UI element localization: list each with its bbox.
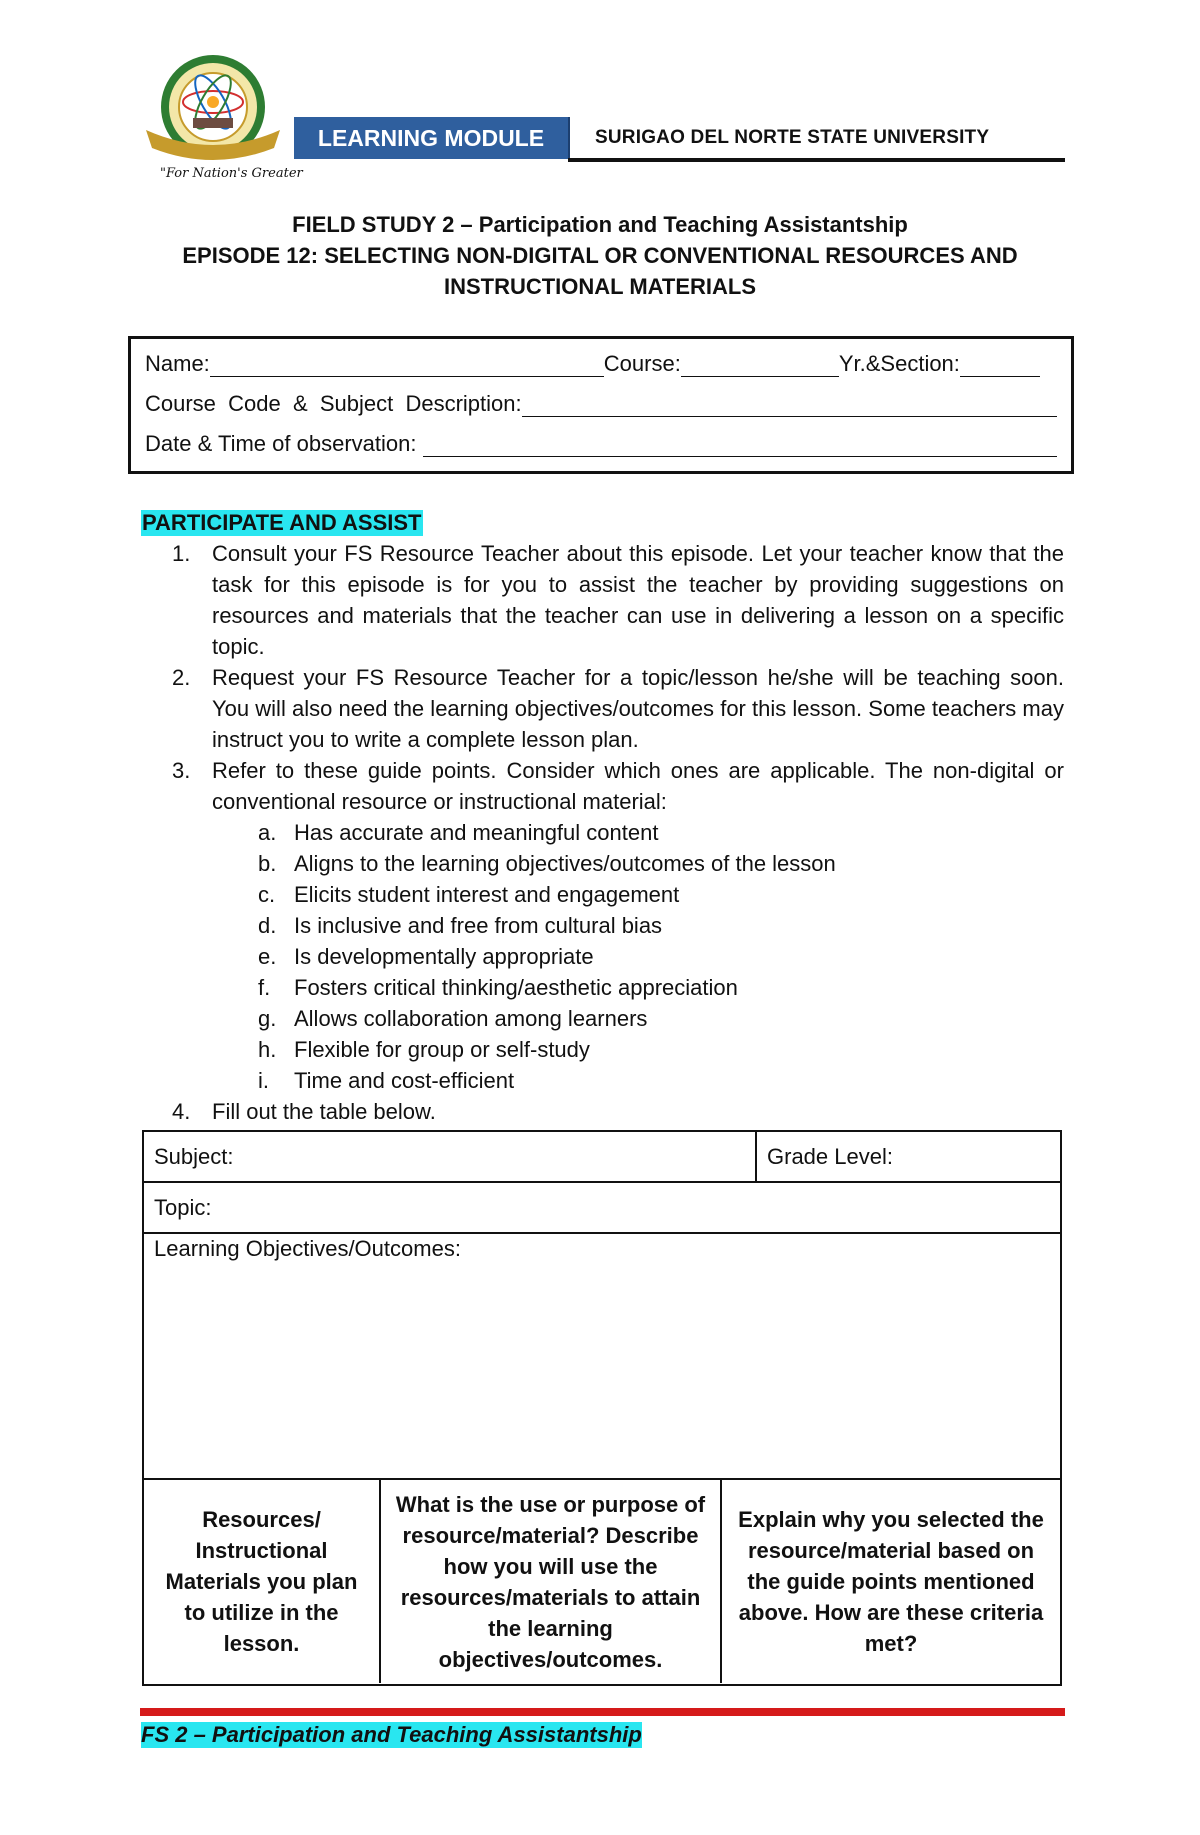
guide-point	[258, 941, 594, 972]
item-number: 4.	[172, 1099, 191, 1124]
course-code-field[interactable]	[522, 394, 1057, 417]
guide-point	[258, 910, 662, 941]
guide-letter: b.	[258, 851, 277, 876]
header-rule	[568, 158, 1065, 162]
learning-module-badge: LEARNING MODULE	[294, 117, 570, 159]
university-name: SURIGAO DEL NORTE STATE UNIVERSITY	[595, 127, 990, 148]
guide-point	[258, 848, 836, 879]
section-label: Yr.&Section:	[838, 351, 960, 376]
objectives-cell[interactable]	[144, 1234, 1060, 1478]
guide-letter: f.	[258, 975, 271, 1000]
course-code-label: Course Code & Subject Description:	[145, 391, 522, 416]
rationale-column-text: Explain why you selected the resource/material based on the guide points mentioned above. How are these criteria met?	[738, 1507, 1044, 1656]
list-item	[172, 538, 1064, 662]
guide-text: Has accurate and meaningful content	[294, 820, 659, 845]
guide-point	[258, 1034, 590, 1065]
resources-column-header	[144, 1480, 379, 1683]
episode-title-line-2: INSTRUCTIONAL MATERIALS	[443, 274, 757, 299]
date-time-field[interactable]	[423, 434, 1057, 457]
grade-level-cell[interactable]	[757, 1132, 1060, 1181]
name-label: Name:	[145, 351, 210, 376]
student-info-box	[128, 336, 1074, 474]
guide-point	[258, 972, 738, 1003]
guide-letter: e.	[258, 944, 277, 969]
topic-cell[interactable]	[144, 1183, 1060, 1232]
guide-point	[258, 879, 679, 910]
guide-letter: i.	[258, 1068, 269, 1093]
rationale-column-header	[722, 1480, 1060, 1683]
guide-text: Time and cost-efficient	[294, 1068, 515, 1093]
guide-point	[258, 817, 658, 848]
item-number: 3.	[172, 758, 191, 783]
list-item	[172, 662, 1064, 755]
topic-label: Topic:	[154, 1195, 212, 1220]
purpose-column-header	[381, 1480, 720, 1683]
guide-text: Fosters critical thinking/aesthetic appreciation	[294, 975, 738, 1000]
date-time-row	[145, 431, 1057, 457]
guide-text: Elicits student interest and engagement	[294, 882, 680, 907]
guide-letter: c.	[258, 882, 276, 907]
list-item	[172, 1096, 1064, 1127]
purpose-column-text: What is the use or purpose of resource/material? Describe how you will use the resources/materials to attain the learning objectives/outcomes.	[395, 1491, 706, 1672]
guide-letter: a.	[258, 820, 277, 845]
resources-column-text: Resources/ Instructional Materials you plan to utilize in the lesson.	[165, 1507, 358, 1656]
name-field[interactable]	[210, 354, 604, 377]
guide-text: Aligns to the learning objectives/outcomes of the lesson	[294, 851, 836, 876]
guide-letter: h.	[258, 1037, 277, 1062]
university-seal-logo	[138, 52, 288, 172]
list-item	[172, 755, 1064, 817]
university-tagline: "For Nation's Greater	[160, 166, 303, 181]
guide-point	[258, 1003, 647, 1034]
grade-level-label: Grade Level:	[767, 1144, 893, 1169]
episode-title-line-1: EPISODE 12: SELECTING NON-DIGITAL OR CONVENTIONAL RESOURCES AND	[182, 243, 1018, 268]
item-number: 2.	[172, 665, 191, 690]
guide-text: Is developmentally appropriate	[294, 944, 594, 969]
footer-text: FS 2 – Participation and Teaching Assistantship	[141, 1722, 642, 1747]
guide-text: Allows collaboration among learners	[294, 1006, 648, 1031]
section-heading: PARTICIPATE AND ASSIST	[142, 510, 422, 535]
guide-point	[258, 1065, 514, 1096]
course-label: Course:	[603, 351, 681, 376]
course-code-row	[145, 391, 1057, 417]
guide-text: Is inclusive and free from cultural bias	[294, 913, 663, 938]
section-field[interactable]	[960, 354, 1040, 377]
item-text: Request your FS Resource Teacher for a topic/lesson he/she will be teaching soon. You will also need the learning objectives/outcomes for this lesson. Some teachers may instruct you to write a complete lesson plan.	[212, 665, 1064, 752]
subject-cell[interactable]	[144, 1132, 755, 1181]
guide-text: Flexible for group or self-study	[294, 1037, 590, 1062]
guide-letter: g.	[258, 1006, 277, 1031]
name-course-row	[145, 351, 1057, 377]
course-field[interactable]	[681, 354, 839, 377]
guide-letter: d.	[258, 913, 277, 938]
item-text: Fill out the table below.	[212, 1099, 436, 1124]
item-text: Consult your FS Resource Teacher about this episode. Let your teacher know that the task for this episode is for you to assist the teacher by providing suggestions on resources and materials that the teacher can use in delivering a lesson on a specific topic.	[212, 541, 1064, 659]
item-text: Refer to these guide points. Consider which ones are applicable. The non-digital or conventional resource or instructional material:	[212, 758, 1064, 814]
item-number: 1.	[172, 541, 191, 566]
objectives-label: Learning Objectives/Outcomes:	[154, 1236, 461, 1261]
footer-rule	[140, 1708, 1065, 1716]
subject-label: Subject:	[154, 1144, 234, 1169]
document-title: FIELD STUDY 2 – Participation and Teaching Assistantship	[292, 212, 908, 237]
lesson-resource-table	[142, 1130, 1062, 1686]
date-time-label: Date & Time of observation:	[145, 431, 423, 456]
